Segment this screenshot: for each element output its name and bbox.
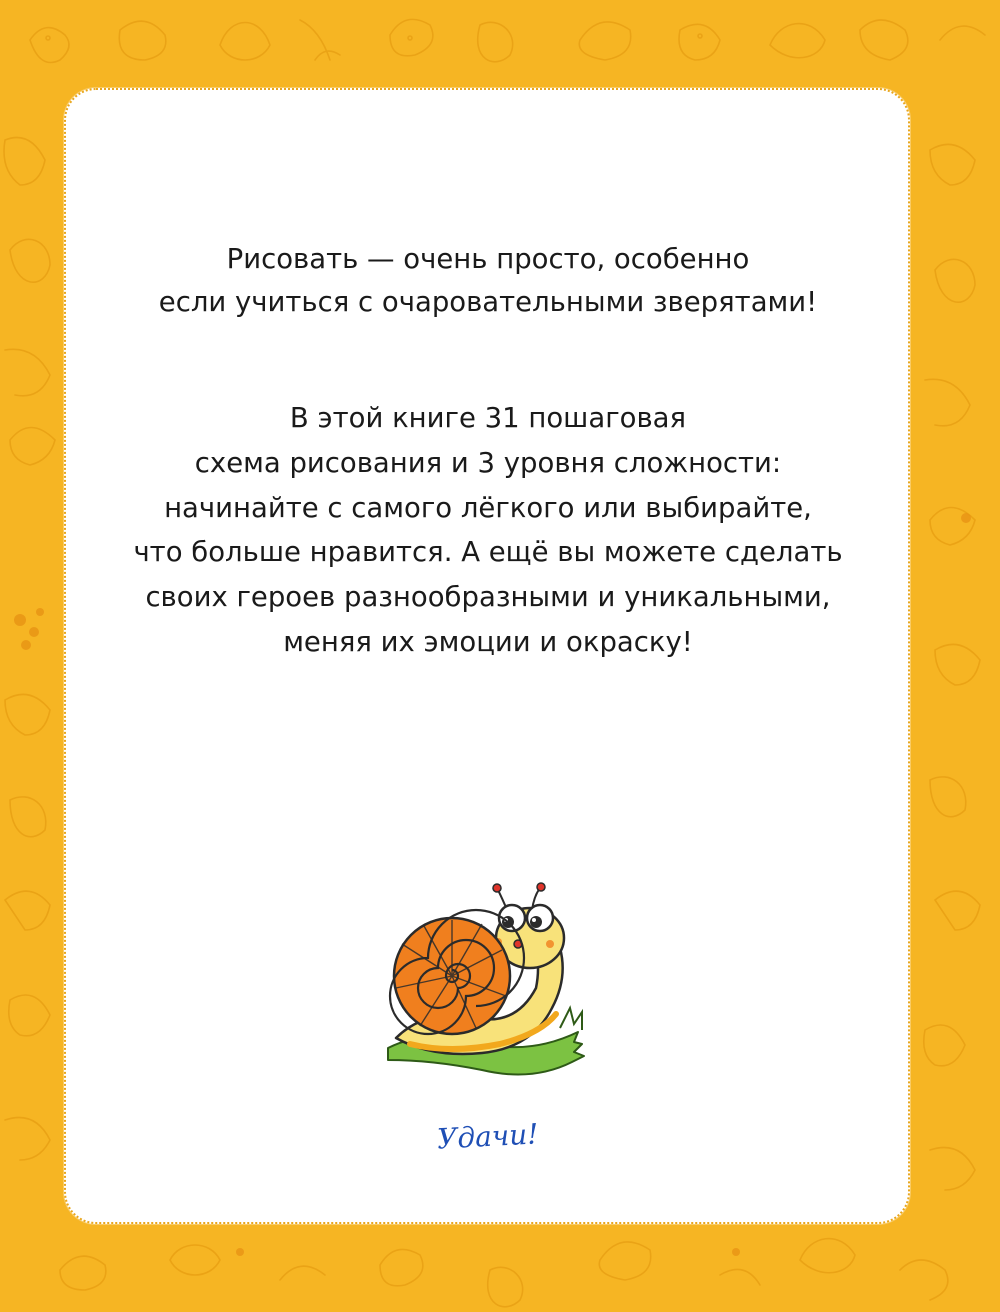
intro-line: если учиться с очаровательными зверятами! bbox=[158, 286, 818, 318]
description-line: своих героев разнообразными и уникальными, bbox=[145, 581, 831, 614]
description-line: меняя их эмоции и окраску! bbox=[283, 625, 693, 658]
snail-illustration bbox=[380, 878, 592, 1090]
closing-signature: Удачи! bbox=[436, 1117, 540, 1156]
description-line: В этой книге 31 пошаговая bbox=[289, 402, 687, 434]
description-paragraph bbox=[0, 396, 976, 665]
intro-paragraph bbox=[0, 238, 976, 324]
description-line: что больше нравится. А ещё вы можете сделать bbox=[133, 536, 843, 569]
description-line: начинайте с самого лёгкого или выбирайте, bbox=[164, 491, 812, 524]
description-line: схема рисования и 3 уровня сложности: bbox=[194, 446, 782, 479]
intro-line: Рисовать — очень просто, особенно bbox=[226, 243, 750, 275]
